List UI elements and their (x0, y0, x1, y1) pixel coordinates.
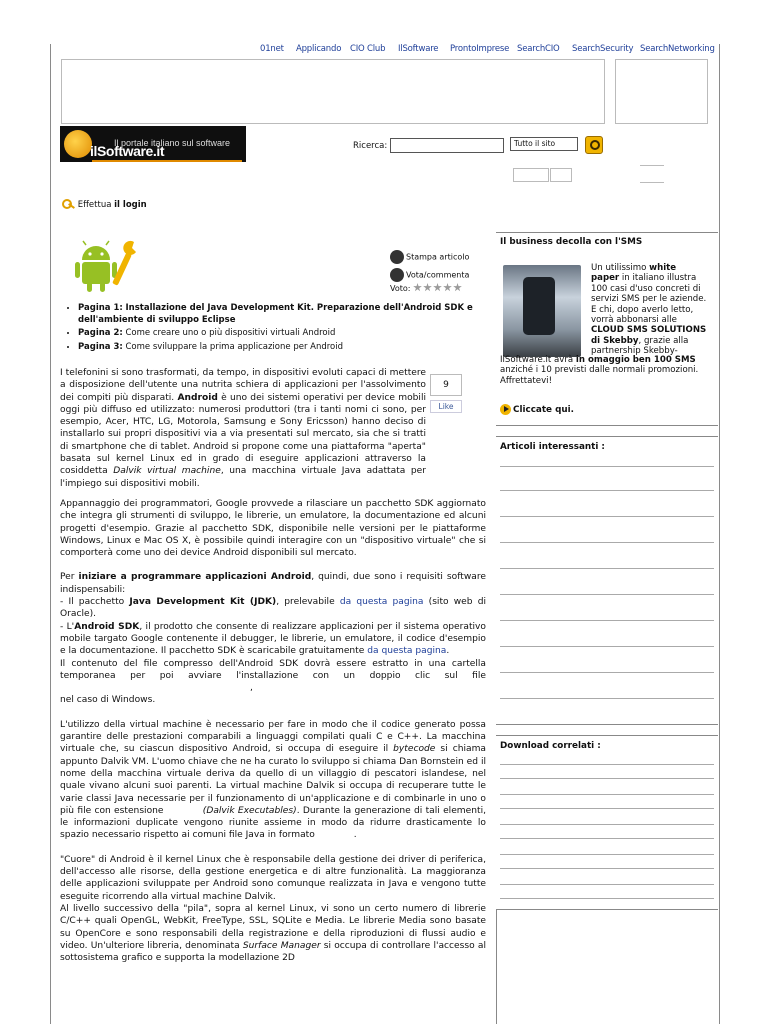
list-item[interactable] (500, 884, 714, 885)
downloads-title: Download correlati : (500, 741, 601, 751)
logo-emblem-icon (64, 130, 92, 158)
sms-description: Un utilissimo white paper in italiano illustra 100 casi d'uso concreti di servizi SMS per le aziende. E chi, dopo averlo letto, vorrà abbonarsi alle CLOUD SMS SOLUTIONS di Skebby, grazie alla partnership Skebby- (591, 263, 707, 357)
small-widget-1[interactable] (513, 168, 549, 182)
printer-icon (390, 250, 404, 264)
list-item[interactable] (500, 778, 714, 779)
rating-stars[interactable] (413, 283, 463, 294)
cta-link[interactable] (500, 404, 574, 415)
list-item[interactable] (500, 794, 714, 795)
android-tools-icon (72, 236, 142, 296)
logo-underline (92, 160, 242, 162)
list-item[interactable] (500, 516, 714, 517)
list-item[interactable] (500, 466, 714, 467)
sidebar-rule (496, 724, 718, 725)
search-button-icon[interactable] (585, 136, 603, 154)
list-item[interactable] (500, 490, 714, 491)
list-item[interactable] (500, 620, 714, 621)
rating-label: Voto: (390, 284, 411, 293)
list-item[interactable] (500, 672, 714, 673)
page-link-1[interactable] (78, 303, 478, 326)
search-scope-select[interactable]: Tutto il sito (510, 137, 578, 151)
nav-link-01net[interactable]: 01net (260, 44, 284, 54)
article-intro (60, 367, 426, 490)
paragraph: Appannaggio dei programmatori, Google provvede a rilasciare un pacchetto SDK aggiornato che integra gli strumenti di sviluppo, le librerie, un emulatore, la documentazione ed alcuni progetti d'esempio. Grazie al pacchetto SDK, disponibile nelle versioni per le piattaforme Windows, Linux e Mac OS X, è possibile quindi interagire con un "dispositivo virtuale" che si comporterà come uno dei device Android disponibili sul mercato. (60, 499, 486, 559)
paragraph: I telefonini si sono trasformati, da tempo, in dispositivi evoluti capaci di mettere a disposizione dell'utente una nutrita schiera di applicazioni per l'assolvimento dei compiti più disparati. Android è uno dei sistemi operativi per device mobili oggi più diffuso ed utilizzato: numerosi produttori (tra i tanti nomi ci sono, per esempio, Acer, HTC, LG, Motorola, Samsung e Sony Ericsson) hanno deciso di installarlo sui propri dispositivi via a via presentati sul mercato, sia che si tratti di smartphone che di tablet. Android si propone come una piattaforma "aperta" basata sul kernel Linux ed in grado di eseguire applicazioni attraverso la cosiddetta Dalvik virtual machine, una macchina virtuale Java adattata per l'impiego sui dispositivi mobili. (60, 368, 426, 489)
login-prompt (62, 198, 147, 211)
key-icon (62, 198, 75, 211)
sidebar-rule (496, 436, 718, 437)
login-link[interactable]: il login (114, 200, 147, 210)
nav-link-prontoimprese[interactable]: ProntoImprese (450, 44, 510, 54)
facebook-like[interactable] (430, 374, 462, 413)
list-item[interactable] (500, 764, 714, 765)
star-icon[interactable] (413, 283, 422, 292)
divider (640, 165, 664, 166)
paragraph: Al livello successivo della "pila", sopra al kernel Linux, vi sono un certo numero di librerie C/C++ quali OpenGL, WebKit, FreeType, SSL, SQLite e Media. Le librerie Media sono basate su OpenCore e sono responsabili della registrazione e della riproduzioni di flussi audio e video. Un'ulteriore libreria, denominata Surface Manager si occupa di controllare l'accesso al sottosistema grafico e supporta la modellazione 2D (60, 903, 486, 964)
page-num: Pagina 2: (78, 328, 123, 338)
star-icon[interactable] (423, 283, 432, 292)
logo-name: ilSoftware.it (90, 143, 165, 159)
oracle-link[interactable]: da questa pagina (339, 597, 424, 608)
sidebar-border (496, 909, 497, 1024)
star-icon[interactable] (433, 283, 442, 292)
divider (640, 182, 664, 183)
nav-link-searchnetworking[interactable]: SearchNetworking (640, 44, 715, 54)
page-link-3[interactable] (78, 342, 478, 354)
checkmark-icon (390, 268, 404, 282)
sidebar-rule (496, 425, 718, 426)
nav-link-ilsoftware[interactable]: IlSoftware (398, 44, 439, 54)
paragraph: "Cuore" di Android è il kernel Linux che è responsabile della gestione dei driver di periferica, dell'accesso alle risorse, della gestione energetica e di altre funzionalità. La maggioranza delle applicazioni sviluppate per Android sono comunque realizzata in Java e vengono tutte eseguite ricorrendo alla virtual machine Dalvik. (60, 854, 486, 902)
like-count: 9 (430, 374, 462, 396)
nav-link-searchcio[interactable]: SearchCIO (517, 44, 560, 54)
sidebar-rule (496, 232, 718, 233)
nav-link-searchsecurity[interactable]: SearchSecurity (572, 44, 634, 54)
login-prefix: Effettua (77, 200, 115, 210)
sdk-link[interactable]: da questa pagina (367, 646, 447, 657)
sms-description-continued: IlSoftware.it avrà in omaggio ben 100 SMS anziché i 10 previsti dalle normali promozioni. Affrettatevi! (500, 355, 699, 386)
page-num: Pagina 3: (78, 341, 123, 352)
list-item[interactable] (500, 868, 714, 869)
rating (390, 283, 463, 294)
list-item[interactable] (500, 594, 714, 595)
search-label: Ricerca: (353, 141, 388, 151)
logo-tagline: Il portale italiano sul software (114, 138, 231, 148)
article-pages-list (62, 303, 478, 355)
list-item[interactable] (500, 854, 714, 855)
print-article[interactable] (390, 250, 469, 264)
paragraph: Per iniziare a programmare applicazioni Android, quindi, due sono i requisiti software indispensabili: - Il pacchetto Java Development Kit (JDK), prelevabile da questa pagina (sito web di Oracle). - L'Android SDK, il prodotto che consente di realizzare applicazioni per il sistema operativo mobile targato Google contenente il debugger, le librerie, un emulatore, il codice d'esempio e la documentazione. Il pacchetto SDK è scaricabile gratuitamente da questa pagina. Il contenuto del file compresso dell'Android SDK dovrà essere estratto in una cartella temporanea per poi avviare l'installazione con un doppio clic sul file , nel caso di Windows. (60, 572, 487, 706)
site-logo[interactable] (60, 126, 246, 162)
list-item[interactable] (500, 898, 714, 899)
cta-label: Cliccate qui. (513, 405, 575, 415)
sms-box-title: Il business decolla con l'SMS (500, 237, 643, 247)
small-widget-2[interactable] (550, 168, 572, 182)
list-item[interactable] (500, 838, 714, 839)
list-item[interactable] (500, 646, 714, 647)
list-item[interactable] (500, 698, 714, 699)
sidebar-rule (496, 909, 718, 910)
page-num: Pagina 1: (78, 303, 123, 313)
search-input[interactable] (390, 138, 504, 153)
page-title: Come creare uno o più dispositivi virtuali Android (125, 328, 336, 338)
page-title: Installazione del Java Development Kit. Preparazione dell'Android SDK e dell'ambiente di sviluppo Eclipse (78, 303, 473, 325)
paragraph: L'utilizzo della virtual machine è necessario per fare in modo che il codice generato possa garantire delle prestazioni comparabili a linguaggi compilati quali C e C++. La macchina virtuale che, su ciascun dispositivo Android, si occupa di eseguire il bytecode si chiama appunto Dalvik VM. L'uomo chiave che ne ha curato lo sviluppo si chiama Dan Bornstein ed il nome della macchina virtuale deriva da quello di un villaggio di pescatori islandese, nel quale vivano alcuni suoi parenti. La virtual machine Dalvik si occupa di recuperare tutte le varie classi Java necessarie per il funzionamento di un'applicazione e di combinarle in uno o più file con estensione (Dalvik Executables). Durante la generazione di tali elementi, le informazioni duplicate vengono riunite assieme in modo da ridurre drasticamente lo spazio necessario rispetto ai comuni file Java in formato . (60, 719, 487, 841)
list-item[interactable] (500, 568, 714, 569)
star-icon[interactable] (443, 283, 452, 292)
list-item[interactable] (500, 808, 714, 809)
like-button[interactable]: Like (430, 400, 462, 413)
list-item[interactable] (500, 824, 714, 825)
page-link-2[interactable] (78, 328, 478, 340)
banner-ad[interactable] (61, 59, 605, 124)
vote-label: Vota/commenta (406, 270, 470, 280)
vote-comment[interactable] (390, 268, 469, 282)
arrow-right-icon (500, 404, 511, 415)
article-body (60, 498, 486, 964)
star-icon[interactable] (453, 283, 462, 292)
side-ad[interactable] (615, 59, 708, 124)
page-title: Come sviluppare la prima applicazione per Android (125, 341, 344, 352)
smartphone-image (503, 265, 581, 357)
articles-title: Articoli interessanti : (500, 442, 605, 452)
nav-link-cio-club[interactable]: CIO Club (350, 44, 386, 54)
print-label: Stampa articolo (406, 252, 470, 262)
nav-link-applicando[interactable]: Applicando (296, 44, 342, 54)
sidebar-rule (496, 735, 718, 736)
list-item[interactable] (500, 542, 714, 543)
